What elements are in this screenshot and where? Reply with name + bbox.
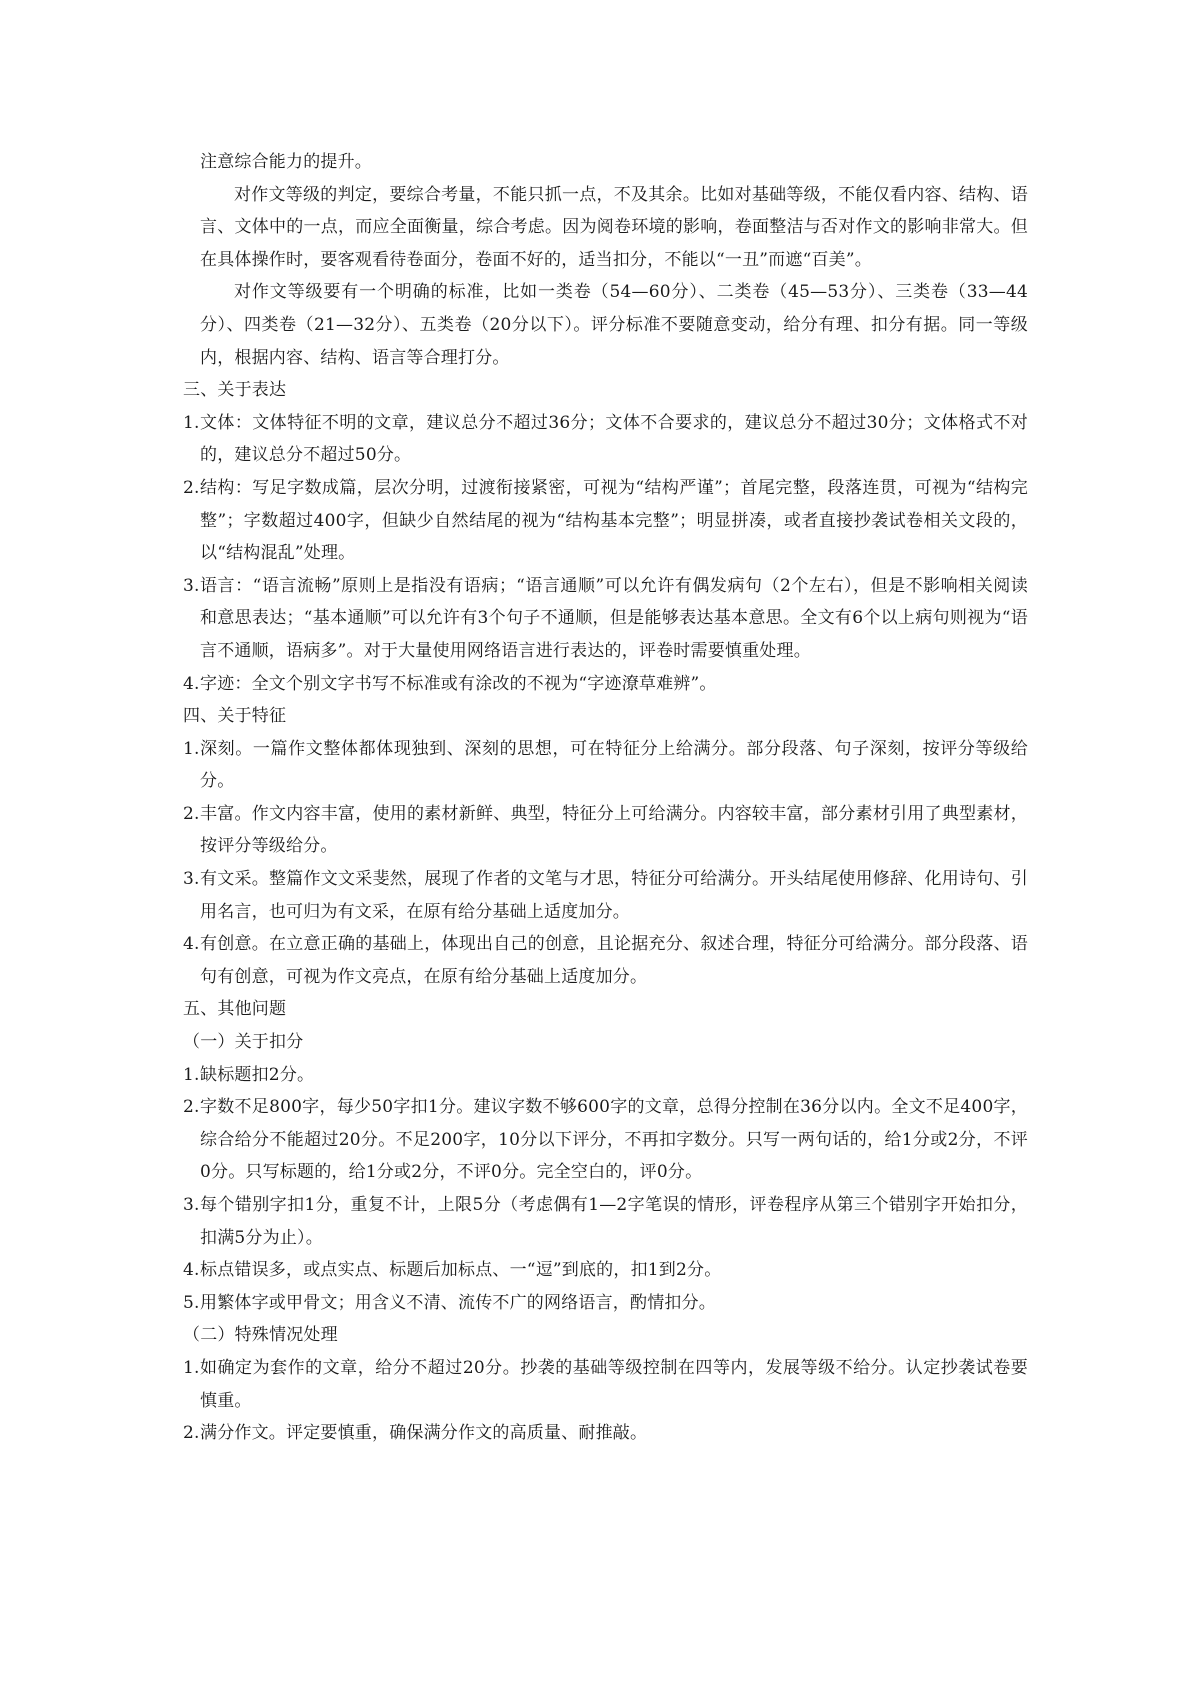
subsection-heading-special: （二）特殊情况处理 (183, 1325, 338, 1346)
paragraph-continuation: 注意综合能力的提升。 (200, 152, 372, 172)
list-item (183, 472, 1028, 570)
document-body (183, 146, 1028, 1450)
list-item-text: 文体：文体特征不明的文章，建议总分不超过36分；文体不合要求的，建议总分不超过30分；文体格式不对的，建议总分不超过50分。 (200, 412, 1028, 466)
list-item-text: 丰富。作文内容丰富，使用的素材新鲜、典型，特征分上可给满分。内容较丰富，部分素材引用了典型素材，按评分等级给分。 (200, 803, 1028, 857)
list-item-text: 标点错误多，或点实点、标题后加标点、一“逗”到底的，扣1到2分。 (200, 1260, 722, 1281)
list-item-text: 深刻。一篇作文整体都体现独到、深刻的思想，可在特征分上给满分。部分段落、句子深刻，按评分等级给分。 (200, 738, 1028, 792)
list-item (183, 863, 1028, 928)
list-item (183, 407, 1028, 472)
list-item-number: 1. (183, 1064, 200, 1085)
list-item (183, 1352, 1028, 1417)
list-item-number: 1. (183, 412, 200, 433)
section-heading-features: 四、关于特征 (183, 706, 287, 727)
list-item-number: 2. (183, 803, 200, 824)
list-item-text: 如确定为套作的文章，给分不超过20分。抄袭的基础等级控制在四等内，发展等级不给分。认定抄袭试卷要慎重。 (200, 1357, 1028, 1411)
list-item-text: 每个错别字扣1分，重复不计，上限5分（考虑偶有1—2字笔误的情形，评卷程序从第三个错别字开始扣分，扣满5分为止）。 (200, 1195, 1028, 1248)
list-item-number: 3. (183, 1195, 200, 1215)
list-item-number: 1. (183, 738, 200, 759)
list-item (183, 1254, 1028, 1287)
list-item (183, 1091, 1028, 1189)
list-item (183, 928, 1028, 993)
list-item-text: 字迹：全文个别文字书写不标准或有涂改的不视为“字迹潦草难辨”。 (200, 673, 717, 694)
list-item-text: 有创意。在立意正确的基础上，体现出自己的创意，且论据充分、叙述合理，特征分可给满分。部分段落、语句有创意，可视为作文亮点，在原有给分基础上适度加分。 (200, 934, 1028, 987)
list-item-text: 结构：写足字数成篇，层次分明，过渡衔接紧密，可视为“结构严谨”；首尾完整，段落连贯，可视为“结构完整”；字数超过400字，但缺少自然结尾的视为“结构基本完整”；明显拼凑，或者直接抄袭试卷相关文段的，以“结构混乱”处理。 (200, 477, 1028, 564)
list-item (183, 1189, 1028, 1254)
section-heading-expression: 三、关于表达 (183, 380, 287, 401)
list-item (183, 1059, 1028, 1092)
paragraph-grading-judgement: 对作文等级的判定，要综合考量，不能只抓一点，不及其余。比如对基础等级，不能仅看内容、结构、语言、文体中的一点，而应全面衡量，综合考虑。因为阅卷环境的影响，卷面整洁与否对作文的影响非常大。但在具体操作时，要客观看待卷面分，卷面不好的，适当扣分，不能以“一丑”而遮“百美”。 (200, 184, 1028, 270)
list-item-number: 4. (183, 673, 200, 694)
paragraph-grading-standard: 对作文等级要有一个明确的标准，比如一类卷（54—60分）、二类卷（45—53分）、三类卷（33—44分）、四类卷（21—32分）、五类卷（20分以下）。评分标准不要随意变动，给分有理、扣分有据。同一等级内，根据内容、结构、语言等合理打分。 (200, 282, 1028, 368)
list-item-text: 缺标题扣2分。 (200, 1064, 315, 1085)
list-item-number: 2. (183, 477, 200, 498)
section-heading-other: 五、其他问题 (183, 999, 287, 1020)
list-item-text: 用繁体字或甲骨文；用含义不清、流传不广的网络语言，酌情扣分。 (200, 1292, 716, 1313)
list-item-text: 字数不足800字，每少50字扣1分。建议字数不够600字的文章，总得分控制在36分以内。全文不足400字，综合给分不能超过20分。不足200字，10分以下评分，不再扣字数分。只写一两句话的，给1分或2分，不评0分。只写标题的，给1分或2分，不评0分。完全空白的，评0分。 (200, 1097, 1028, 1183)
list-item (183, 798, 1028, 863)
list-item-number: 3. (183, 575, 200, 596)
list-item-text: 满分作文。评定要慎重，确保满分作文的高质量、耐推敲。 (200, 1423, 648, 1444)
list-item-number: 5. (183, 1292, 200, 1313)
list-item-number: 3. (183, 869, 200, 890)
list-item-text: 语言：“语言流畅”原则上是指没有语病；“语言通顺”可以允许有偶发病句（2个左右），但是不影响相关阅读和意思表达；“基本通顺”可以允许有3个句子不通顺，但是能够表达基本意思。全文有6个以上病句则视为“语言不通顺，语病多”。对于大量使用网络语言进行表达的，评卷时需要慎重处理。 (200, 575, 1028, 661)
list-item-text: 有文采。整篇作文文采斐然，展现了作者的文笔与才思，特征分可给满分。开头结尾使用修辞、化用诗句、引用名言，也可归为有文采，在原有给分基础上适度加分。 (200, 869, 1028, 922)
list-item-number: 2. (183, 1423, 200, 1444)
list-item (183, 668, 1028, 701)
list-item-number: 1. (183, 1357, 200, 1378)
list-item (183, 570, 1028, 668)
list-item-number: 4. (183, 934, 200, 955)
list-item-number: 4. (183, 1260, 200, 1281)
list-item (183, 1287, 1028, 1320)
list-item (183, 1417, 1028, 1450)
list-item (183, 733, 1028, 798)
list-item-number: 2. (183, 1097, 200, 1118)
subsection-heading-deduction: （一）关于扣分 (183, 1032, 304, 1053)
